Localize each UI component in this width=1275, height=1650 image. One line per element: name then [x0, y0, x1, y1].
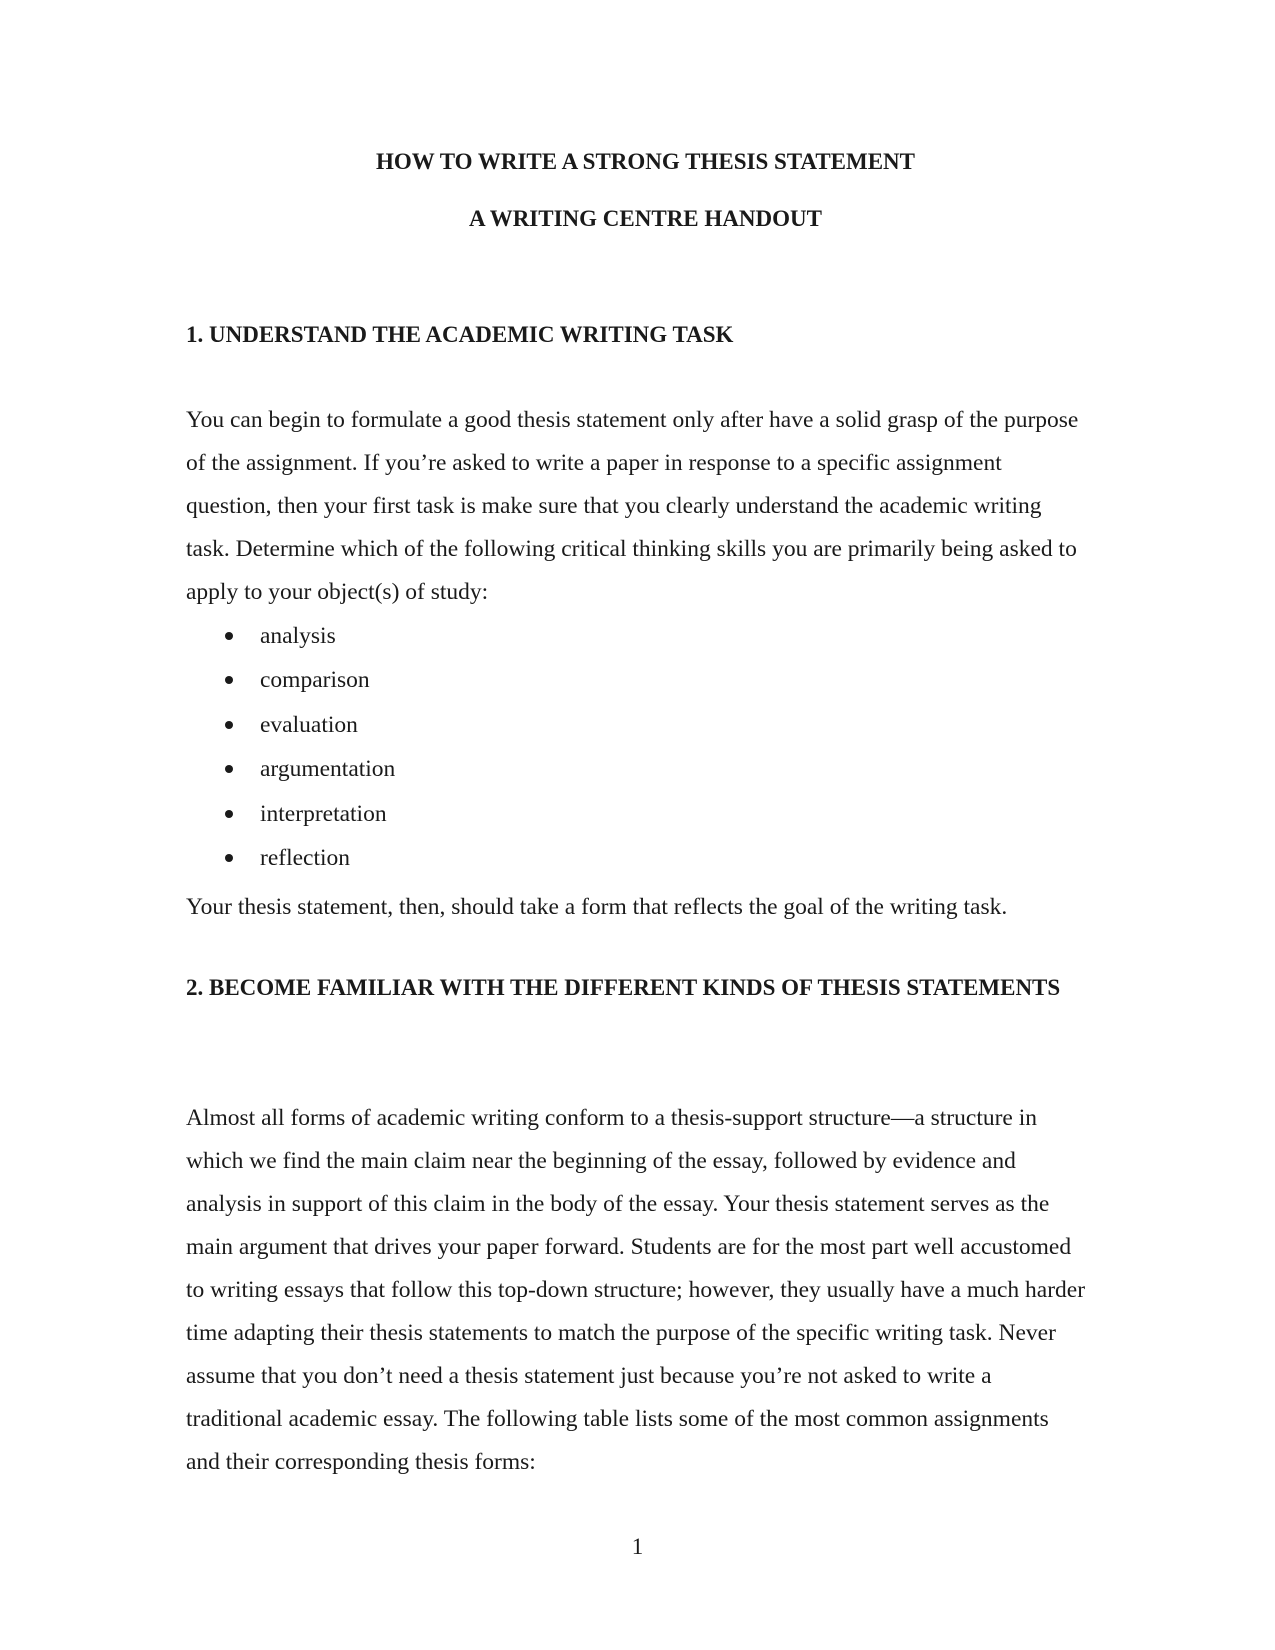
document-subtitle: A WRITING CENTRE HANDOUT: [469, 206, 822, 231]
bullet-icon: [225, 676, 233, 684]
page-number: 1: [631, 1534, 644, 1559]
section-2-heading: 2. BECOME FAMILIAR WITH THE DIFFERENT KINDS OF THESIS STATEMENTS: [186, 975, 1061, 1000]
skill-label: comparison: [260, 667, 370, 694]
bullet-icon: [225, 854, 233, 862]
skill-label: argumentation: [260, 756, 396, 783]
list-item: [186, 614, 986, 658]
section-1-paragraph: You can begin to formulate a good thesis statement only after have a solid grasp of the purpose of the assignment. If you’re asked to write a paper in response to a specific assignment question, then your first task is make sure that you clearly understand the academic writing task. Determine which of the following critical thinking skills you are primarily being asked to apply to your object(s) of study:: [186, 407, 1079, 605]
section-2-paragraph: Almost all forms of academic writing conform to a thesis-support structure—a structure in which we find the main claim near the beginning of the essay, followed by evidence and analysis in support of this claim in the body of the essay. Your thesis statement serves as the main argument that drives your paper forward. Students are for the most part well accustomed to writing essays that follow this top-down structure; however, they usually have a much harder time adapting their thesis statements to match the purpose of the specific writing task. Never assume that you don’t need a thesis statement just because you’re not asked to write a traditional academic essay. The following table lists some of the most common assignments and their corresponding thesis forms:: [186, 1105, 1086, 1475]
bullet-icon: [225, 721, 233, 729]
skills-list: [186, 614, 986, 880]
list-item: [186, 703, 986, 747]
list-item: [186, 792, 986, 836]
skill-label: evaluation: [260, 711, 358, 738]
skill-label: reflection: [260, 845, 351, 872]
list-item: [186, 658, 986, 702]
skill-label: analysis: [260, 623, 336, 649]
section-1-closing: Your thesis statement, then, should take a form that reflects the goal of the writing task.: [186, 894, 1008, 920]
bullet-icon: [225, 632, 233, 640]
document-title: HOW TO WRITE A STRONG THESIS STATEMENT: [376, 149, 915, 174]
bullet-icon: [225, 810, 233, 818]
bullet-icon: [225, 765, 233, 773]
list-item: [186, 836, 986, 880]
skill-label: interpretation: [260, 800, 387, 827]
list-item: [186, 747, 986, 791]
section-1-heading: 1. UNDERSTAND THE ACADEMIC WRITING TASK: [186, 322, 734, 347]
